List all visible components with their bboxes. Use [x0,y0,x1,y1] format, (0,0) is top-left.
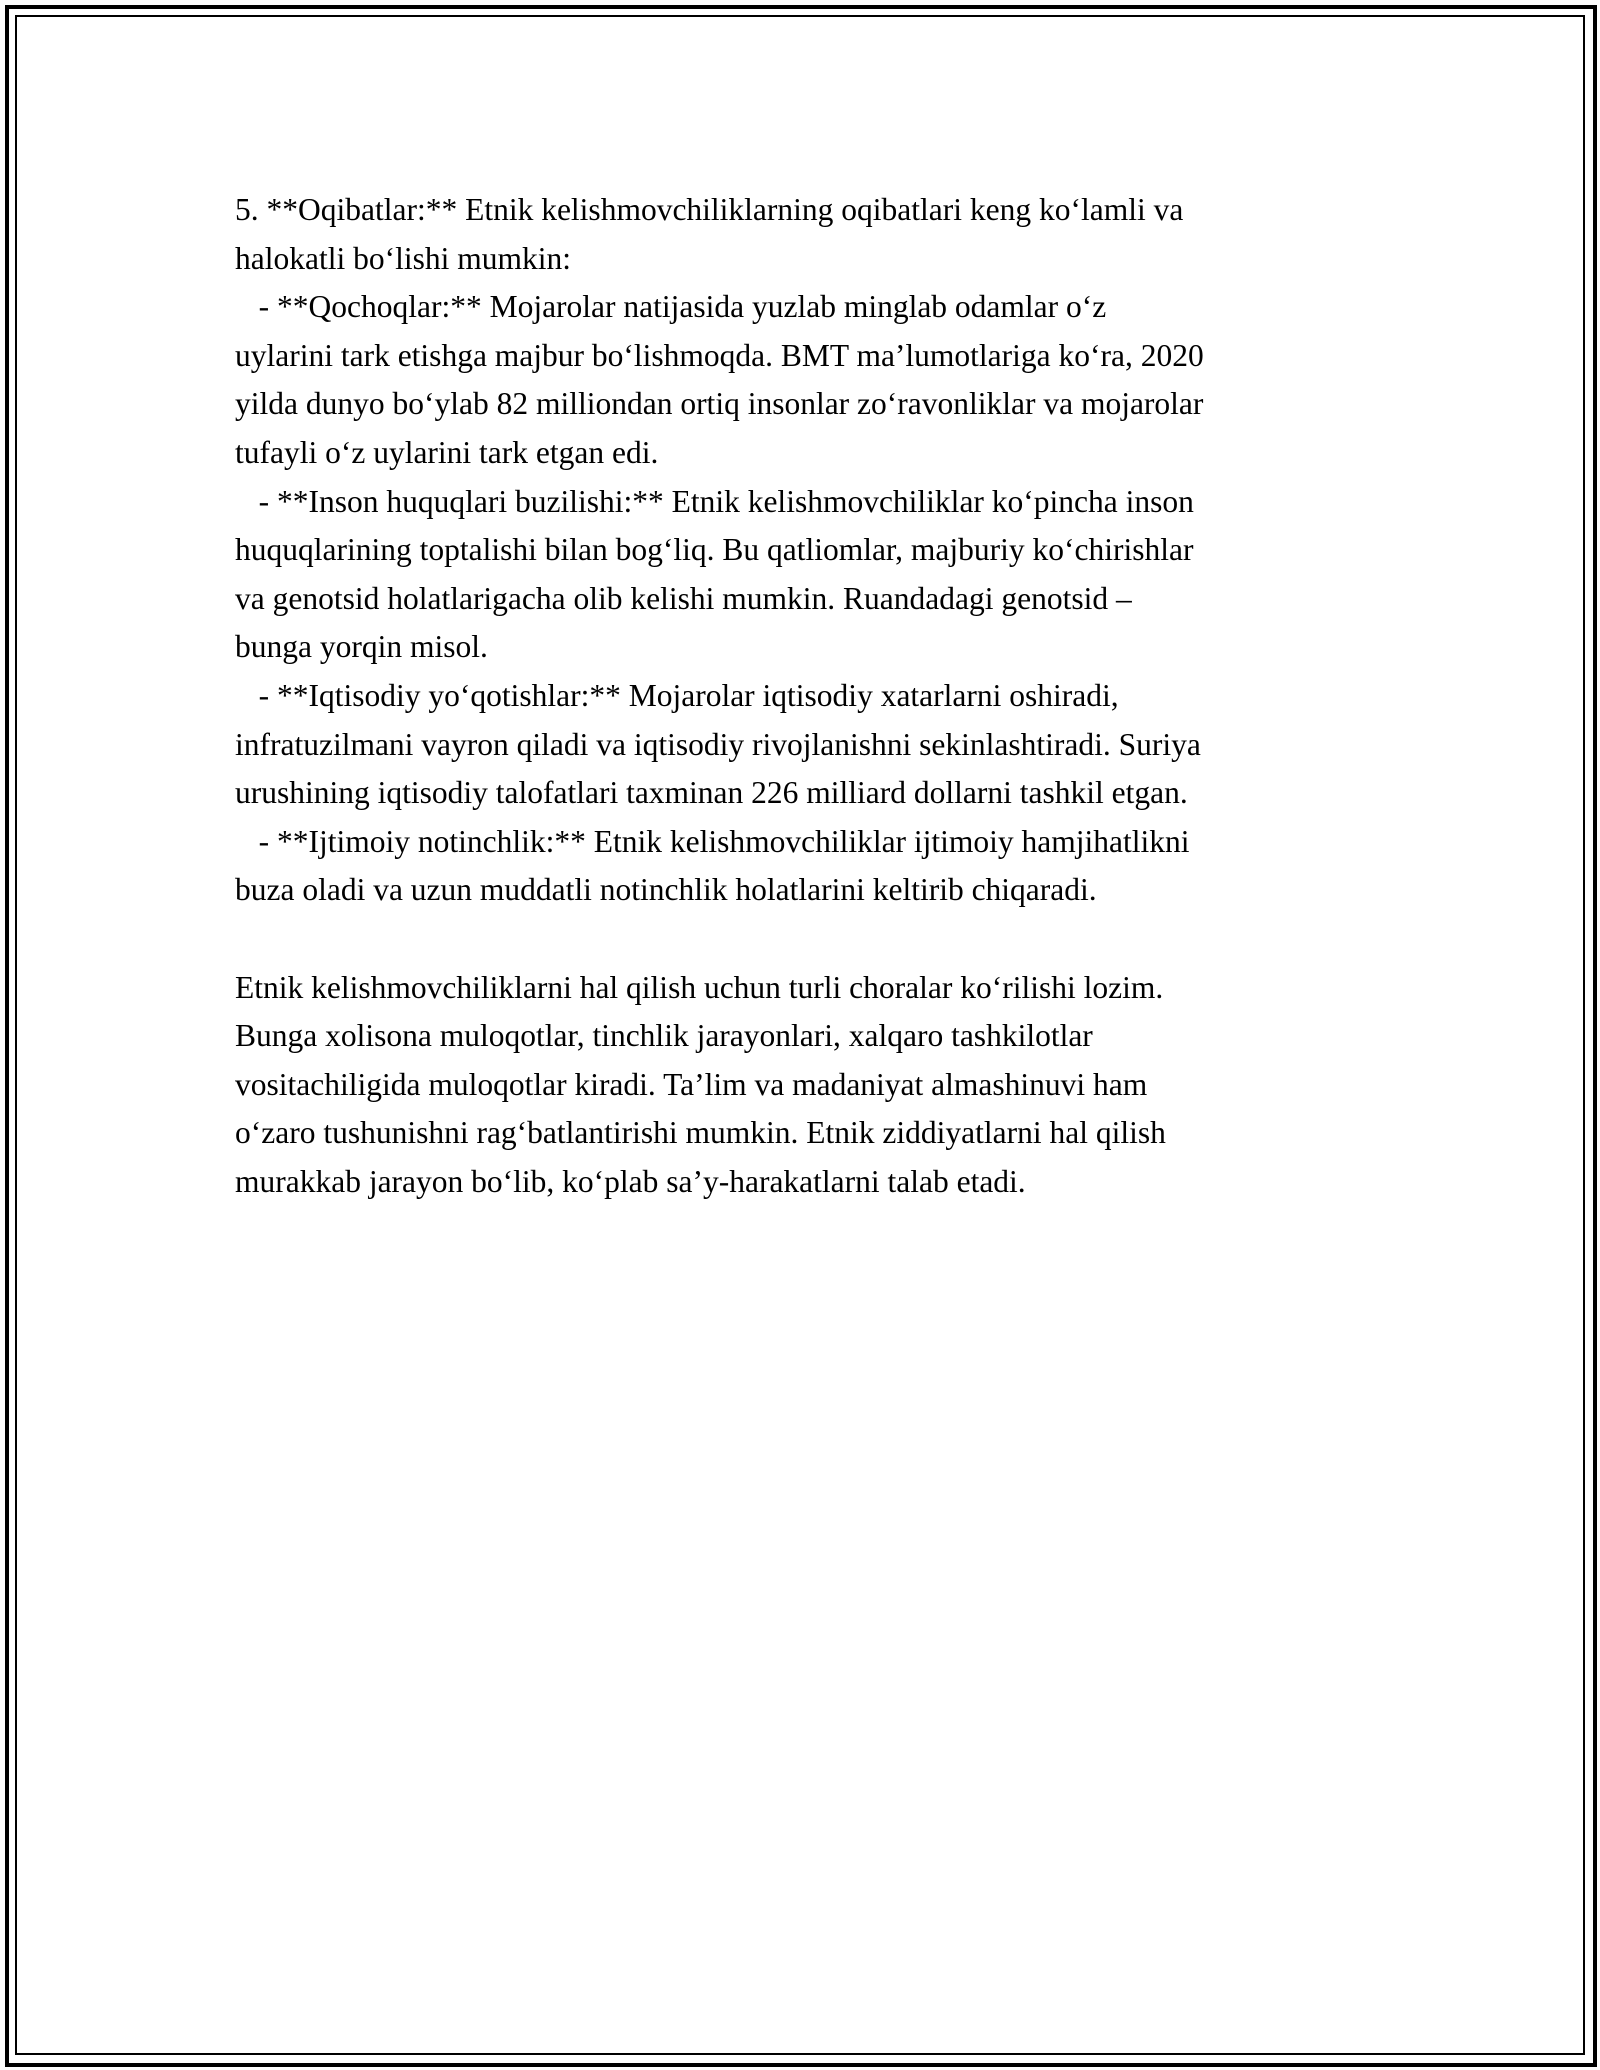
text-line: tufayli oʻz uylarini tark etgan edi. [235,434,659,470]
resolution-paragraph [235,964,1385,1207]
text-line: halokatli boʻlishi mumkin: [235,240,571,276]
text-line: buza oladi va uzun muddatli notinchlik holatlarini keltirib chiqaradi. [235,872,1097,908]
text-line: Bunga xolisona muloqotlar, tinchlik jarayonlari, xalqaro tashkilotlar [235,1018,1093,1054]
text-line: Etnik kelishmovchiliklarni hal qilish uchun turli choralar koʻrilishi lozim. [235,969,1164,1005]
text-line: bunga yorqin misol. [235,629,488,665]
text-line: - **Iqtisodiy yoʻqotishlar:** Mojarolar iqtisodiy xatarlarni oshiradi, [235,677,1119,713]
text-line: murakkab jarayon boʻlib, koʻplab saʼy-harakatlarni talab etadi. [235,1163,1026,1199]
consequences-section [235,186,1385,915]
text-line: infratuzilmani vayron qiladi va iqtisodiy rivojlanishni sekinlashtiradi. Suriya [235,726,1201,762]
text-line: urushining iqtisodiy talofatlari taxminan 226 milliard dollarni tashkil etgan. [235,775,1188,811]
text-line: - **Inson huquqlari buzilishi:** Etnik kelishmovchiliklar koʻpincha inson [235,483,1194,519]
text-line: - **Qochoqlar:** Mojarolar natijasida yuzlab minglab odamlar oʻz [235,289,1107,325]
text-line: oʻzaro tushunishni ragʻbatlantirishi mumkin. Etnik ziddiyatlarni hal qilish [235,1115,1166,1151]
text-line: yilda dunyo boʻylab 82 milliondan ortiq insonlar zoʻravonliklar va mojarolar [235,386,1204,422]
text-line: 5. **Oqibatlar:** Etnik kelishmovchiliklarning oqibatlari keng koʻlamli va [235,192,1184,227]
paragraph-gap [235,915,1385,964]
text-line: - **Ijtimoiy notinchlik:** Etnik kelishmovchiliklar ijtimoiy hamjihatlikni [235,823,1190,859]
text-line: huquqlarining toptalishi bilan bogʻliq. Bu qatliomlar, majburiy koʻchirishlar [235,532,1194,568]
text-line: uylarini tark etishga majbur boʻlishmoqda. BMT maʼlumotlariga koʻra, 2020 [235,337,1204,373]
document-body [235,186,1385,1206]
text-line: vositachiligida muloqotlar kiradi. Taʼlim va madaniyat almashinuvi ham [235,1066,1148,1102]
text-line: va genotsid holatlarigacha olib kelishi mumkin. Ruandadagi genotsid – [235,580,1132,616]
